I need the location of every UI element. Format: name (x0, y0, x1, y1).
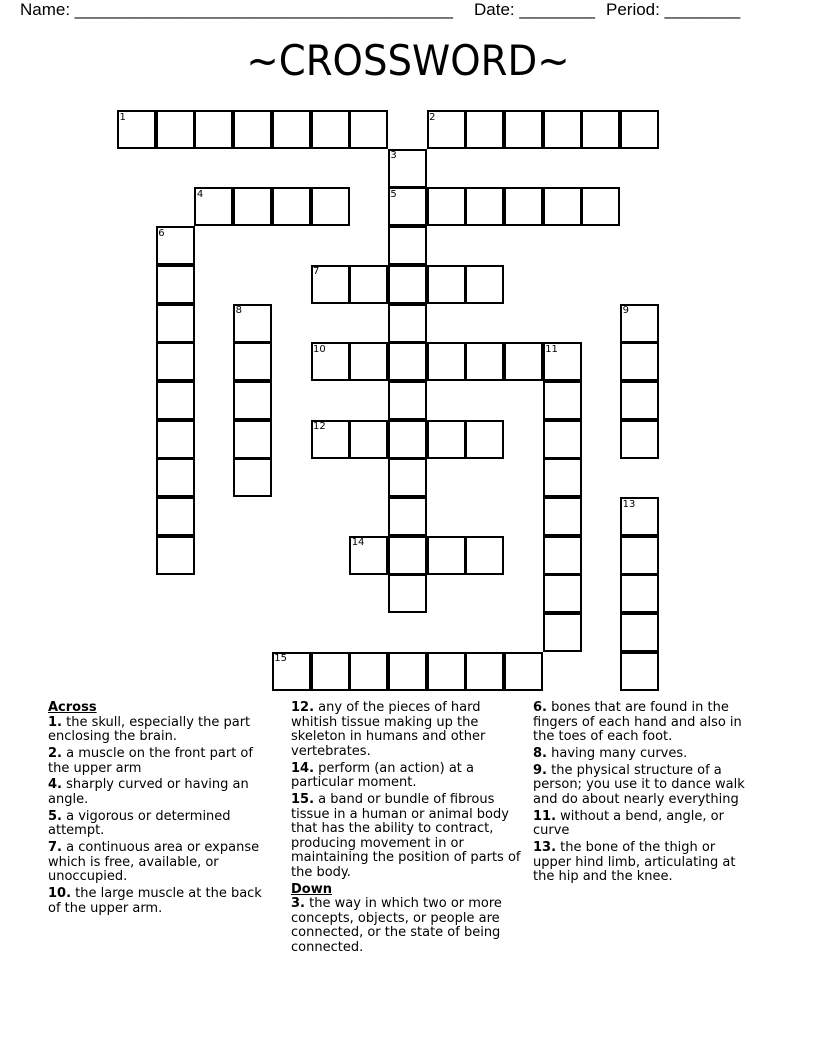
grid-cell[interactable] (465, 342, 504, 381)
grid-cell[interactable] (388, 458, 427, 497)
grid-cell[interactable] (543, 574, 582, 613)
grid-cell[interactable] (543, 458, 582, 497)
grid-cell[interactable] (465, 187, 504, 226)
clue-across-15: 15. a band or bundle of fibrous tissue in a human or animal body that has the ability to contract, producing movement in or maintaining the position of parts of the body. (291, 791, 521, 880)
grid-cell[interactable] (543, 613, 582, 652)
clues-column-3 (533, 701, 755, 887)
grid-cell[interactable] (233, 342, 272, 381)
grid-cell[interactable] (427, 110, 466, 149)
grid-cell[interactable] (233, 458, 272, 497)
grid-cell[interactable] (504, 652, 543, 691)
grid-cell[interactable] (233, 420, 272, 459)
grid-cell[interactable] (349, 110, 388, 149)
grid-cell[interactable] (349, 342, 388, 381)
clue-number-2: 2 (429, 111, 436, 123)
clue-across-1: 1. the skull, especially the part enclosing the brain. (48, 714, 251, 745)
grid-cell[interactable] (427, 342, 466, 381)
grid-cell[interactable] (156, 110, 195, 149)
clue-number-15: 15 (274, 653, 288, 665)
grid-cell[interactable] (272, 187, 311, 226)
grid-cell[interactable] (156, 536, 195, 575)
grid-cell[interactable] (620, 110, 659, 149)
grid-cell[interactable] (427, 536, 466, 575)
clue-down-3: 3. the way in which two or more concepts, objects, or people are connected, or the state of being connected. (291, 896, 502, 956)
grid-cell[interactable] (465, 420, 504, 459)
grid-cell[interactable] (543, 381, 582, 420)
grid-cell[interactable] (388, 265, 427, 304)
grid-cell[interactable] (117, 110, 156, 149)
grid-cell[interactable] (156, 420, 195, 459)
grid-cell[interactable] (388, 574, 427, 613)
grid-cell[interactable] (156, 497, 195, 536)
clue-number-1: 1 (119, 111, 126, 123)
clue-number-3: 3 (390, 150, 397, 162)
clue-number-13: 13 (622, 498, 636, 510)
grid-cell[interactable] (349, 652, 388, 691)
grid-cell[interactable] (427, 652, 466, 691)
grid-cell[interactable] (388, 226, 427, 265)
grid-cell[interactable] (156, 265, 195, 304)
grid-cell[interactable] (620, 613, 659, 652)
grid-cell[interactable] (388, 381, 427, 420)
grid-cell[interactable] (156, 381, 195, 420)
grid-cell[interactable] (465, 652, 504, 691)
grid-cell[interactable] (233, 304, 272, 343)
grid-cell[interactable] (620, 304, 659, 343)
grid-cell[interactable] (620, 574, 659, 613)
grid-cell[interactable] (388, 652, 427, 691)
grid-cell[interactable] (388, 149, 427, 188)
grid-cell[interactable] (233, 187, 272, 226)
clue-number-8: 8 (235, 305, 242, 316)
grid-cell[interactable] (504, 110, 543, 149)
clue-down-11: 11. without a bend, angle, or curve (533, 808, 724, 839)
grid-cell[interactable] (581, 110, 620, 149)
grid-cell[interactable] (465, 110, 504, 149)
grid-cell[interactable] (156, 304, 195, 343)
clue-down-9: 9. the physical structure of a person; you use it to dance walk and do about nearly everything (533, 762, 745, 807)
clue-down-6: 6. bones that are found in the fingers of each hand and also in the toes of each foot. (533, 700, 742, 745)
clue-across-14: 14. perform (an action) at a particular moment. (291, 760, 475, 791)
grid-cell[interactable] (427, 265, 466, 304)
clue-across-12: 12. any of the pieces of hard whitish tissue making up the skeleton in humans and other vertebrates. (291, 700, 486, 759)
clue-number-10: 10 (313, 343, 326, 355)
name-field[interactable]: Name: ________________________________________ (20, 0, 453, 19)
grid-cell[interactable] (156, 226, 195, 265)
grid-cell[interactable] (388, 304, 427, 343)
grid-cell[interactable] (543, 497, 582, 536)
grid-cell[interactable] (388, 187, 427, 226)
grid-cell[interactable] (194, 187, 233, 226)
grid-cell[interactable] (543, 187, 582, 226)
grid-cell[interactable] (465, 265, 504, 304)
clue-down-13: 13. the bone of the thigh or upper hind limb, articulating at the hip and the knee. (533, 840, 736, 885)
clue-number-5: 5 (390, 188, 397, 200)
grid-cell[interactable] (311, 652, 350, 691)
clue-number-11: 11 (545, 343, 558, 355)
grid-cell[interactable] (504, 187, 543, 226)
clues-column-1 (48, 701, 266, 918)
grid-cell[interactable] (349, 420, 388, 459)
clues-column-2 (291, 701, 527, 958)
grid-cell[interactable] (233, 110, 272, 149)
clue-number-12: 12 (313, 421, 326, 433)
grid-cell[interactable] (311, 187, 350, 226)
grid-cell[interactable] (543, 110, 582, 149)
grid-cell[interactable] (543, 420, 582, 459)
clue-across-2: 2. a muscle on the front part of the upper arm (48, 745, 253, 776)
grid-cell[interactable] (311, 342, 350, 381)
grid-cell[interactable] (272, 110, 311, 149)
clue-across-10: 10. the large muscle at the back of the upper arm. (48, 886, 262, 916)
grid-cell[interactable] (620, 381, 659, 420)
grid-cell[interactable] (388, 342, 427, 381)
clue-down-8: 8. having many curves. (533, 745, 688, 761)
grid-cell[interactable] (504, 342, 543, 381)
down-heading: Down (291, 881, 332, 897)
grid-cell[interactable] (311, 265, 350, 304)
period-field[interactable]: Period: ________ (606, 0, 741, 19)
grid-cell[interactable] (272, 652, 311, 691)
student-info-header (0, 0, 816, 22)
date-field[interactable]: Date: ________ (474, 0, 595, 19)
clue-number-7: 7 (313, 266, 320, 278)
grid-cell[interactable] (233, 381, 272, 420)
grid-cell[interactable] (427, 420, 466, 459)
grid-cell[interactable] (388, 536, 427, 575)
grid-cell[interactable] (427, 187, 466, 226)
grid-cell[interactable] (620, 342, 659, 381)
clue-number-9: 9 (622, 305, 629, 316)
page-title: ~CROSSWORD~ (246, 36, 570, 85)
clue-number-14: 14 (351, 537, 365, 549)
clue-across-7: 7. a continuous area or expanse which is free, available, or unoccupied. (48, 840, 260, 885)
grid-cell[interactable] (311, 110, 350, 149)
grid-cell[interactable] (349, 536, 388, 575)
clue-across-5: 5. a vigorous or determined attempt. (48, 808, 231, 839)
grid-cell[interactable] (620, 497, 659, 536)
grid-cell[interactable] (194, 110, 233, 149)
grid-cell[interactable] (156, 342, 195, 381)
grid-cell[interactable] (620, 536, 659, 575)
grid-cell[interactable] (156, 458, 195, 497)
across-heading: Across (48, 700, 97, 715)
grid-cell[interactable] (543, 536, 582, 575)
grid-cell[interactable] (543, 342, 582, 381)
grid-cell[interactable] (620, 420, 659, 459)
grid-cell[interactable] (465, 536, 504, 575)
clue-number-4: 4 (196, 188, 204, 200)
grid-cell[interactable] (581, 187, 620, 226)
clue-number-6: 6 (158, 227, 165, 239)
grid-cell[interactable] (388, 497, 427, 536)
grid-cell[interactable] (349, 265, 388, 304)
grid-cell[interactable] (620, 652, 659, 691)
clue-across-4: 4. sharply curved or having an angle. (48, 777, 249, 807)
grid-cell[interactable] (311, 420, 350, 459)
grid-cell[interactable] (388, 420, 427, 459)
